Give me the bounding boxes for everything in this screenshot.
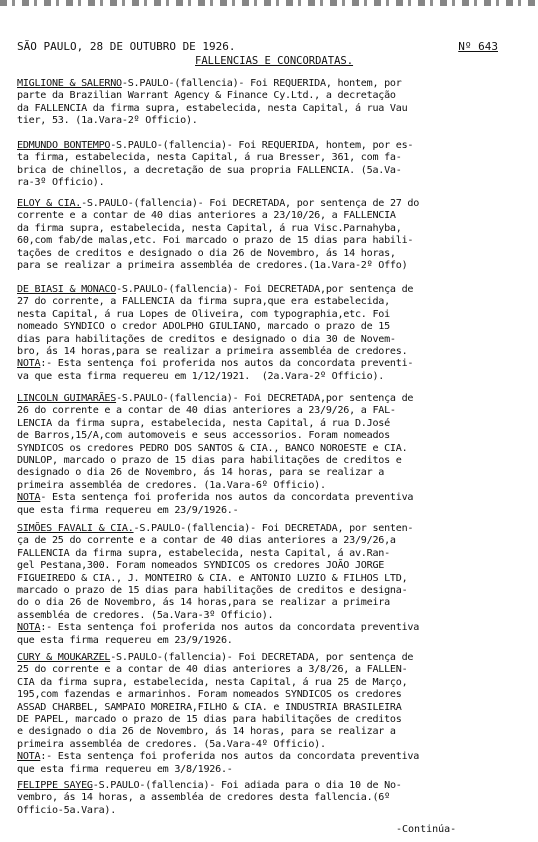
line-text: ça de 25 do corrente e a contar de 40 dias anteriores a 23/9/26,a [17, 535, 396, 547]
line-text: 60,com fab/de malas,etc. Foi marcado o prazo de 15 dias para habili- [17, 235, 414, 247]
line-text: -S.PAULO-(fallencia)- Foi DECRETADA, por sentença de [110, 652, 414, 663]
line-text: marcado o prazo de 15 dias para habilitações de creditos e designa- [17, 585, 408, 596]
issue-date: SÃO PAULO, 28 DE OUTUBRO DE 1926. [17, 40, 236, 53]
notice-line [17, 152, 402, 164]
notice-line [17, 115, 198, 127]
line-text: DE PAPEL, marcado o prazo de 15 dias para habilitações de creditos [17, 714, 402, 725]
notice-line [17, 689, 402, 701]
notice-line [17, 780, 402, 792]
line-text: parte da Brazilian Warrant Agency & Finance Cy.Ltd., a decretação [17, 90, 396, 102]
line-text: dias para habilitações de creditos e designado o dia 30 de Novem- [17, 333, 396, 345]
notice-line [17, 467, 384, 479]
notice-line [17, 548, 390, 560]
line-text: designado o dia 26 de Novembro, ás 14 horas, para se realizar a [17, 467, 385, 479]
notice-line [17, 480, 326, 492]
notice-line [17, 165, 402, 177]
notice-line [17, 622, 419, 634]
line-text: bro, ás 14 horas,para se realizar a primeira assembléa de credores. [17, 346, 408, 357]
notice-line [17, 284, 413, 296]
line-text: ta firma, estabelecida, nesta Capital, á rua Bresser, 361, com fa- [17, 152, 402, 164]
line-text: e designado o dia 26 de Novembro, ás 14 horas, para se realizar a [17, 726, 396, 738]
notice-line [17, 677, 407, 689]
notice-line [17, 177, 104, 189]
firm-name: ELOY & CIA. [17, 198, 82, 209]
notice-line [17, 764, 233, 776]
line-text: -S.PAULO-(fallencia)- Foi DECRETADA, por senten- [133, 523, 414, 534]
line-text: da firma supra, estabelecida, nesta Capital, á rua Visc.Parnahyba, [17, 222, 402, 234]
notice-line [17, 523, 413, 535]
notice-line [17, 714, 402, 726]
notice-line [17, 140, 413, 152]
line-text: nomeado SYNDICO o credor ADOLPHO GIULIANO, marcado o prazo de 15 [17, 321, 390, 333]
notice-line [17, 321, 390, 333]
notice-line [17, 248, 396, 260]
notice-line [17, 198, 419, 210]
firm-name: CURY & MOUKARZEL [17, 652, 111, 663]
firm-name: LINCOLN GUIMARÃES [17, 393, 117, 404]
line-text: vembro, ás 14 horas, a assembléa de credores desta fallencia.(6º [17, 792, 390, 804]
line-text: FALLENCIA da firma supra, estabelecida, nesta Capital, á av.Ran- [17, 547, 390, 559]
notice-line [17, 535, 396, 547]
notice-line [17, 455, 402, 467]
document-header [17, 40, 523, 54]
notice-line [17, 505, 238, 517]
notice-line [17, 90, 396, 102]
notice-line [17, 346, 407, 358]
notice-line [17, 405, 396, 417]
note-label: NOTA [17, 492, 41, 504]
line-text: Officio-5a.Vara). [17, 804, 117, 816]
line-text: primeira assembléa de credores. (1a.Vara-6º Officio). [17, 479, 326, 491]
notice-line [17, 296, 390, 308]
line-text: do o dia 26 de Novembro, ás 14 horas,para se realizar a primeira [17, 597, 390, 609]
notice-line [17, 358, 413, 370]
notice-line [17, 334, 396, 346]
notice-line [17, 443, 407, 455]
line-text: 25 do corrente e a contar de 40 dias anteriores a 3/8/26, a FALLEN- [17, 664, 408, 676]
line-text: brica de chinellos, a decretação de sua propria FALLENCIA. (5a.Va- [17, 164, 402, 176]
firm-name: MIGLIONE & SALERNO [17, 78, 122, 89]
issue-number: Nº 643 [458, 40, 498, 53]
notice-line [17, 103, 407, 115]
line-text: -S.PAULO-(fallencia)- Foi REQUERIDA, hontem, por es- [110, 140, 414, 151]
note-label: NOTA [17, 751, 41, 763]
line-text: DUNLOP, marcado o prazo de 15 dias para habilitações de creditos e [17, 455, 402, 466]
line-text: 26 do corrente e a contar de 40 dias anteriores a 23/9/26, a FAL- [17, 405, 396, 417]
line-text: assembléa de credores. (5a.Vara-3º Officio). [17, 609, 274, 621]
scan-edge-marks [0, 0, 538, 6]
notice-line [17, 805, 116, 817]
continues-marker: -Continúa- [396, 824, 457, 835]
notice-line [17, 309, 390, 321]
line-text: tações de creditos e designado o dia 26 de Novembro, ás 14 horas, [17, 247, 396, 259]
firm-name: DE BIASI & MONACO [17, 284, 117, 295]
line-text: va que esta firma requereu em 1/12/1921. (2a.Vara-2º Officio). [17, 370, 385, 382]
line-text: tier, 53. (1a.Vara-2º Officio). [17, 115, 198, 127]
notice-line [17, 652, 413, 664]
line-text: que esta firma requereu em 23/9/1926.- [17, 504, 239, 516]
notice-line [17, 260, 407, 272]
firm-name: SIMÕES FAVALI & CIA. [17, 523, 134, 534]
notice-line [17, 739, 326, 751]
notice-line [17, 393, 413, 405]
notice-line [17, 726, 396, 738]
notice-line [17, 371, 384, 383]
note-label: NOTA [17, 358, 41, 370]
line-text: -S.PAULO-(fallencia)- Foi DECRETADA,por sentença de [116, 284, 414, 295]
notice-line [17, 560, 384, 572]
line-text: -S.PAULO-(fallencia)- Foi DECRETADA,por sentença de [116, 393, 414, 404]
line-text: ASSAD CHARBEL, SAMPAIO MOREIRA,FILHO & CIA. e INDUSTRIA BRASILEIRA [17, 701, 402, 713]
line-text: -S.PAULO-(fallencia)- Foi adiada para o dia 10 de No- [92, 780, 402, 791]
notice-line [17, 702, 402, 714]
line-text: FIGUEIREDO & CIA., J. MONTEIRO & CIA. e ANTONIO LUZIO & FILHOS LTD, [17, 572, 408, 584]
notice-line [17, 418, 390, 430]
notice-line [17, 664, 407, 676]
line-text: da FALLENCIA da firma supra, estabelecida, nesta Capital, á rua Vau [17, 102, 408, 114]
notice-line [17, 78, 402, 90]
notice-line [17, 235, 413, 247]
notice-line [17, 430, 390, 442]
notice-line [17, 635, 233, 647]
line-text: gel Pestana,300. Foram nomeados SYNDICOS os credores JOÃO JORGE [17, 560, 385, 572]
section-title: FALLENCIAS E CONCORDATAS. [195, 55, 354, 67]
notice-line [17, 610, 273, 622]
line-text: que esta firma requereu em 3/8/1926.- [17, 763, 233, 775]
line-text: :- Esta sentença foi proferida nos autos da concordata preventi- [40, 358, 414, 370]
line-text: -S.PAULO-(fallencia)- Foi DECRETADA, por sentença de 27 do [81, 198, 420, 209]
notice-line [17, 792, 390, 804]
line-text: primeira assembléa de credores. (5a.Vara-4º Officio). [17, 738, 326, 750]
line-text: nesta Capital, á rua Lopes de Oliveira, com typographia,etc. Foi [17, 308, 390, 320]
notice-line [17, 585, 407, 597]
notice-line [17, 751, 419, 763]
line-text: de Barros,15/A,com automoveis e seus accessorios. Foram nomeados [17, 430, 390, 442]
notice-line [17, 597, 390, 609]
notice-line [17, 492, 413, 504]
line-text: que esta firma requereu em 23/9/1926. [17, 634, 233, 646]
line-text: :- Esta sentença foi proferida nos autos da concordata preventiva [40, 622, 420, 634]
line-text: 27 do corrente, a FALLENCIA da firma supra,que era estabelecida, [17, 296, 390, 308]
line-text: CIA da firma supra, estabelecida, nesta Capital, á rua 25 de Março, [17, 676, 408, 688]
line-text: para se realizar a primeira assembléa de credores.(1a.Vara-2º Offo) [17, 260, 408, 271]
firm-name: EDMUNDO BONTEMPO [17, 140, 111, 151]
notice-line [17, 210, 396, 222]
notice-line [17, 573, 407, 585]
line-text: -S.PAULO-(fallencia)- Foi REQUERIDA, hontem, por [121, 78, 402, 89]
firm-name: FELIPPE SAYEG [17, 780, 93, 791]
line-text: :- Esta sentença foi proferida nos autos da concordata preventiva [40, 751, 420, 763]
notice-line [17, 223, 402, 235]
line-text: 195,com fazendas e armarinhos. Foram nomeados SYNDICOS os credores [17, 689, 402, 701]
line-text: SYNDICOS os credores PEDRO DOS SANTOS & CIA., BANCO NOROESTE e CIA. [17, 442, 408, 454]
line-text: - Esta sentença foi proferida nos autos da concordata preventiva [40, 492, 414, 504]
line-text: LENCIA da firma supra, estabelecida, nesta Capital, á rua D.José [17, 417, 390, 429]
note-label: NOTA [17, 622, 41, 634]
line-text: ra-3º Officio). [17, 177, 105, 189]
line-text: corrente e a contar de 40 dias anteriores a 23/10/26, a FALLENCIA [17, 210, 396, 222]
